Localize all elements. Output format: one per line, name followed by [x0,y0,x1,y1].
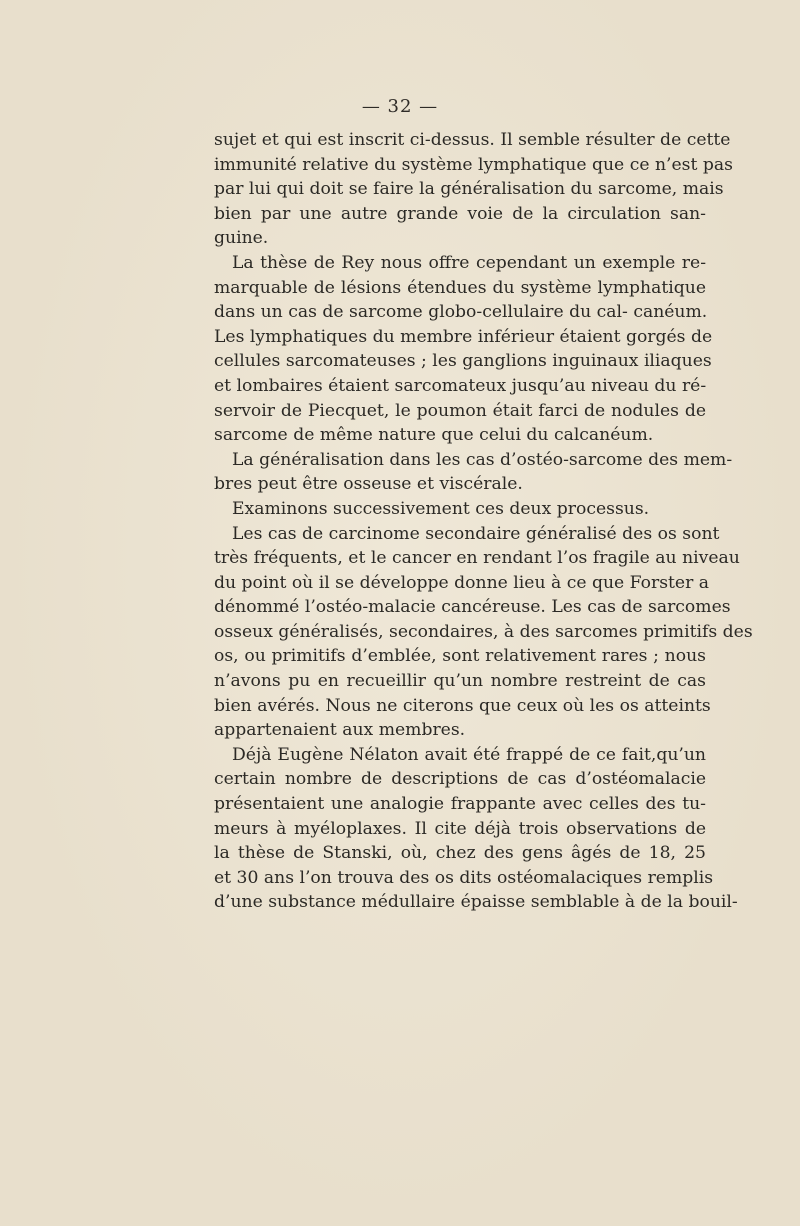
text-line: d’une substance médullaire épaisse semblable à de la bouil- [214,892,738,913]
text-line: sujet et qui est inscrit ci-dessus. Il semble résulter de cette [214,130,731,150]
text-line: marquable de lésions étendues du système lymphatique [214,277,706,298]
text-line: du point où il se développe donne lieu à ce que Forster a [214,572,710,593]
text-line: la thèse de Stanski, où, chez des gens âgés de 18, 25 [214,843,706,864]
text-line: meurs à myéloplaxes. Il cite déjà trois observations de [214,818,706,839]
text-line: os, ou primitifs d’emblée, sont relativement rares ; nous [214,646,706,667]
page-number: — 32 — [361,96,439,117]
text-line: très fréquents, et le cancer en rendant l’os fragile au niveau [214,548,740,569]
text-line: Les cas de carcinome secondaire généralisé des os sont [232,523,720,544]
text-line: sarcome de même nature que celui du calcanéum. [214,425,654,446]
text-line: bres peut être osseuse et viscérale. [214,474,523,495]
text-line: Les lymphatiques du membre inférieur étaient gorgés de [214,326,713,347]
text-line: et lombaires étaient sarcomateux jusqu’au niveau du ré- [214,375,707,396]
text-line: servoir de Piecquet, le poumon était farci de nodules de [214,400,706,421]
text-line: La thèse de Rey nous offre cependant un exemple re- [232,252,706,273]
text-line: Examinons successivement ces deux processus. [232,498,650,519]
text-line: La généralisation dans les cas d’ostéo-sarcome des mem- [232,449,733,470]
text-line: bien par une autre grande voie de la circulation san- [214,203,706,224]
body-text [214,128,753,915]
text-line: présentaient une analogie frappante avec celles des tu- [214,794,706,815]
text-line: osseux généralisés, secondaires, à des sarcomes primitifs des [214,621,753,642]
text-line: appartenaient aux membres. [214,720,466,741]
text-line: certain nombre de descriptions de cas d’ostéomalacie [214,769,706,790]
text-line: n’avons pu en recueillir qu’un nombre restreint de cas [214,671,706,692]
text-line: par lui qui doit se faire la généralisation du sarcome, mais [214,179,724,200]
text-line: cellules sarcomateuses ; les ganglions inguinaux iliaques [214,351,712,372]
text-line: immunité relative du système lymphatique que ce n’est pas [214,154,733,175]
text-line: et 30 ans l’on trouva des os dits ostéomalaciques remplis [214,867,714,888]
text-line: dénommé l’ostéo-malacie cancéreuse. Les cas de sarcomes [214,597,731,618]
text-line: dans un cas de sarcome globo-cellulaire du cal- canéum. [214,302,708,323]
text-line: Déjà Eugène Nélaton avait été frappé de ce fait,qu’un [232,744,706,765]
text-line: guine. [214,228,269,249]
text-line: bien avérés. Nous ne citerons que ceux où les os atteints [214,695,711,716]
